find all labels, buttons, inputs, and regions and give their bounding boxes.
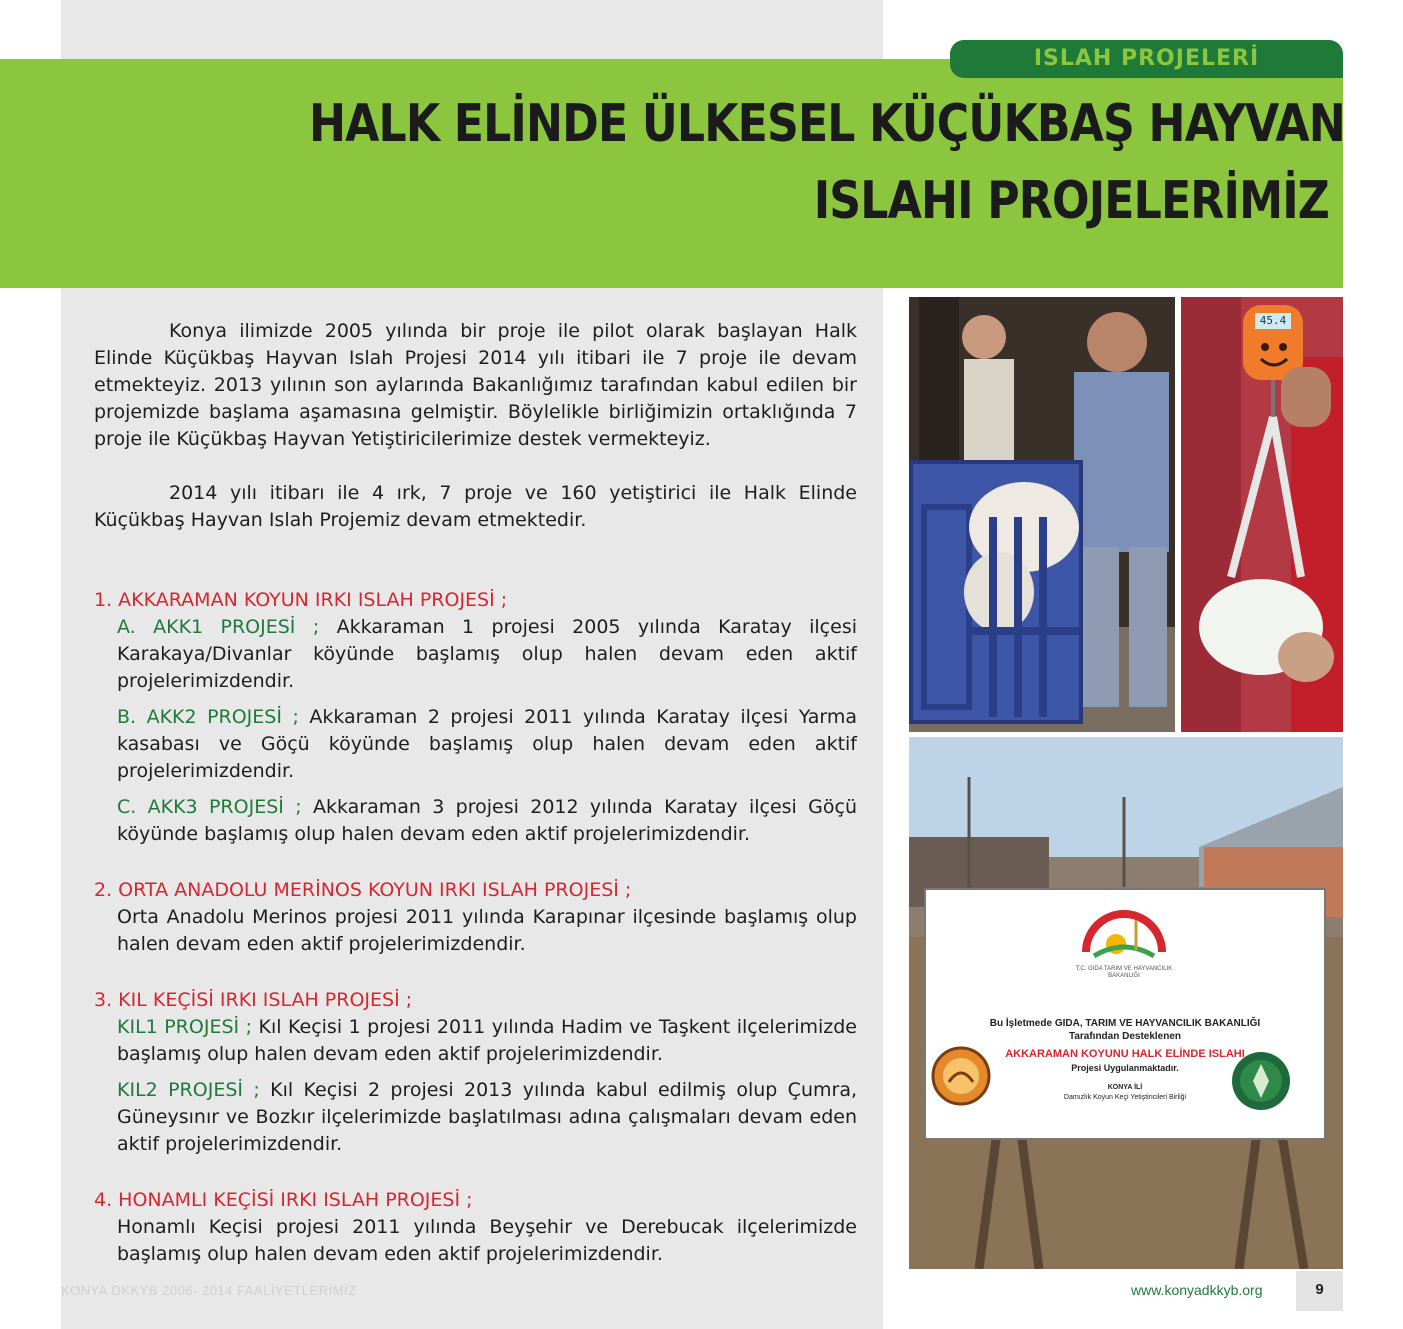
- project-label: C. AKK3 PROJESİ ;: [117, 796, 302, 818]
- intro-paragraph-2: 2014 yılı itibarı ile 4 ırk, 7 proje ve 160 yetiştirici ile Halk Elinde Küçükbaş Hayvan Islah Projemiz devam etmektedir.: [94, 482, 857, 531]
- project-signboard: [924, 888, 1326, 1140]
- article-body: [94, 318, 857, 1268]
- project-akk2: [94, 704, 857, 785]
- project-text: Akkaraman 1 projesi 2005 yılında Karatay ilçesi Karakaya/Divanlar köyünde başlamış olup halen devam eden aktif projelerimizdendir.: [117, 616, 858, 692]
- project-akk3: [94, 794, 857, 848]
- photo-hanging-scale: [1181, 297, 1343, 732]
- sign-line-1: Bu İşletmede GIDA, TARIM VE HAYVANCILIK BAKANLIĞI: [989, 1018, 1261, 1029]
- project-merinos-text: Orta Anadolu Merinos projesi 2011 yılında Karapınar ilçesinde başlamış olup halen devam eden aktif projelerimizdendir.: [117, 906, 857, 955]
- footer-publication: KONYA DKKYB 2006- 2014 FAALİYETLERİMİZ: [61, 1283, 357, 1298]
- project-label: KIL1 PROJESİ ;: [117, 1016, 252, 1038]
- sign-line-6: Damızlık Koyun Keçi Yetiştiricileri Birliği: [1063, 1094, 1187, 1101]
- page-title-line-2: ISLAHI PROJELERİMİZ: [813, 171, 1329, 231]
- intro-paragraph-1: Konya ilimizde 2005 yılında bir proje ile pilot olarak başlayan Halk Elinde Küçükbaş Hayvan Islah Projesi 2014 yılı itibari ile 7 proje ile devam etmekteyiz. 2013 yılının son aylarında Bakanlığımız tarafından kabul edilen bir projemizde başlama aşamasına gelmiştir. Böylelikle birliğimizin ortaklığında 7 proje ile Küçükbaş Hayvan Yetiştiricilerimize destek vermekteyiz.: [94, 320, 857, 450]
- sign-line-3: AKKARAMAN KOYUNU HALK ELİNDE ISLAHI: [1005, 1048, 1245, 1060]
- project-honamli-text: Honamlı Keçisi projesi 2011 yılında Beyşehir ve Derebucak ilçelerimizde başlamış olup halen devam eden aktif projelerimizdendir.: [117, 1216, 857, 1265]
- section-heading-honamli: 4. HONAMLI KEÇİSİ IRKI ISLAH PROJESİ ;: [94, 1189, 473, 1211]
- section-heading-kil-keci: 3. KIL KEÇİSİ IRKI ISLAH PROJESİ ;: [94, 989, 413, 1011]
- hanging-scale-illustration: [1181, 297, 1343, 732]
- union-seal-left-icon: [931, 1046, 991, 1106]
- sign-line-2: Tarafından Desteklenen: [1068, 1031, 1182, 1042]
- section-tag: ISLAH PROJELERİ: [950, 40, 1343, 78]
- project-akk1: [94, 614, 857, 695]
- sign-line-5: KONYA İLİ: [1107, 1084, 1143, 1091]
- project-kil1: [94, 1014, 857, 1068]
- project-label: A. AKK1 PROJESİ ;: [117, 616, 320, 638]
- project-text: Akkaraman 2 projesi 2011 yılında Karatay ilçesi Yarma kasabası ve Göçü köyünde başlamış olup halen devam eden aktif projelerimizdendir.: [117, 706, 857, 782]
- union-seal-right-icon: [1230, 1050, 1292, 1112]
- sheep-crate-illustration: [909, 297, 1175, 732]
- section-heading-merinos: 2. ORTA ANADOLU MERİNOS KOYUN IRKI ISLAH PROJESİ ;: [94, 879, 632, 901]
- sign-line-4: Projesi Uygulanmaktadır.: [1071, 1063, 1179, 1073]
- project-kil2: [94, 1077, 857, 1158]
- project-label: B. AKK2 PROJESİ ;: [117, 706, 299, 728]
- page-title: [309, 86, 1345, 240]
- section-heading-akkaraman: 1. AKKARAMAN KOYUN IRKI ISLAH PROJESİ ;: [94, 589, 508, 611]
- ministry-logo-caption: T.C. GIDA TARIM VE HAYVANCILIK BAKANLIĞI: [1075, 966, 1173, 979]
- project-text: Kıl Keçisi 1 projesi 2011 yılında Hadim ve Taşkent ilçelerimizde başlamış olup halen devam eden aktif projelerimizdendir.: [117, 1016, 857, 1065]
- project-text: Akkaraman 3 projesi 2012 yılında Karatay ilçesi Göçü köyünde başlamış olup halen devam eden aktif projelerimizdendir.: [117, 796, 858, 845]
- ministry-logo-icon: [1074, 900, 1174, 964]
- footer-url-link[interactable]: www.konyadkkyb.org: [1131, 1282, 1263, 1298]
- page-number: 9: [1315, 1281, 1324, 1298]
- project-text: Kıl Keçisi 2 projesi 2013 yılında kabul edilmiş olup Çumra, Güneysınır ve Bozkır ilçelerimizde başlatılması adına çalışmaları devam eden aktif projelerimizdendir.: [117, 1079, 857, 1155]
- page-title-line-1: HALK ELİNDE ÜLKESEL KÜÇÜKBAŞ HAYVAN: [309, 94, 1345, 154]
- project-label: KIL2 PROJESİ ;: [117, 1079, 260, 1101]
- scale-readout: 45.4: [1259, 314, 1287, 327]
- photo-sheep-crate: [909, 297, 1175, 732]
